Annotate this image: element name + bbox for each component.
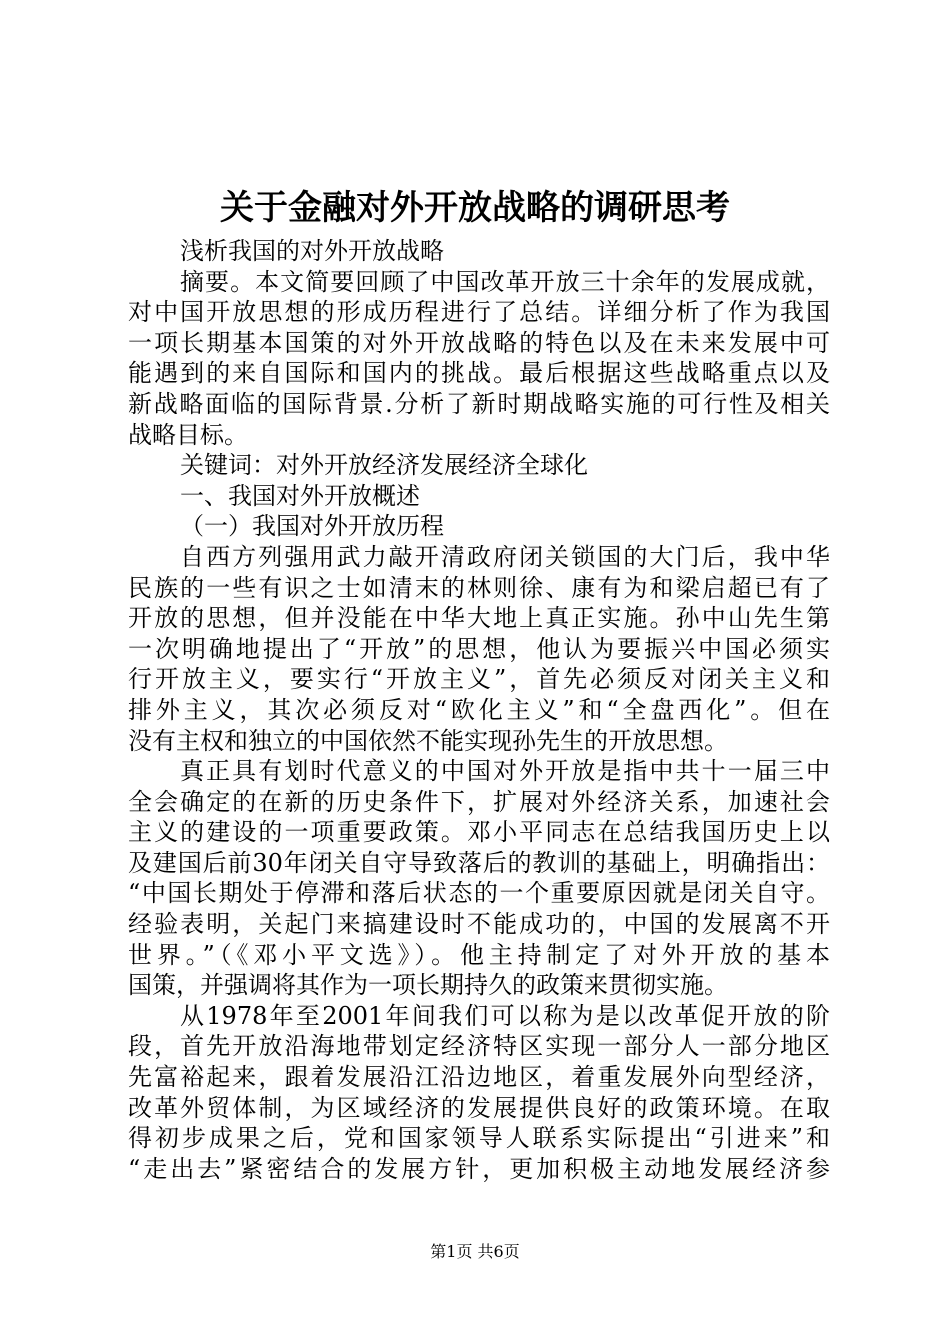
- paragraph: [128, 756, 830, 1001]
- text-line: 新战略面临的国际背景.分析了新时期战略实施的可行性及相关: [128, 389, 830, 418]
- text-line: 自西方列强用武力敲开清政府闭关锁国的大门后，我中华: [180, 542, 830, 571]
- text-line: 先富裕起来，跟着发展沿江沿边地区，着重发展外向型经济，: [128, 1063, 830, 1092]
- paragraph: [128, 511, 830, 542]
- text-line: 段，首先开放沿海地带划定经济特区实现一部分人一部分地区: [128, 1032, 830, 1061]
- text-line: 世界。”（《邓小平文选》）。他主持制定了对外开放的基本: [128, 940, 830, 969]
- text-line: 能遇到的来自国际和国内的挑战。最后根据这些战略重点以及: [128, 359, 830, 388]
- paragraph: [128, 450, 830, 481]
- text-line: “中国长期处于停滞和落后状态的一个重要原因就是闭关自守。: [128, 879, 830, 908]
- text-line: 行开放主义，要实行“开放主义”，首先必须反对闭关主义和: [128, 665, 830, 694]
- text-line: 一次明确地提出了“开放”的思想，他认为要振兴中国必须实: [128, 634, 830, 663]
- text-line: 一项长期基本国策的对外开放战略的特色以及在未来发展中可: [128, 328, 830, 357]
- text-line: 开放的思想，但并没能在中华大地上真正实施。孙中山先生第: [128, 604, 830, 633]
- text-line: 战略目标。: [128, 420, 248, 449]
- document-body: [128, 236, 830, 1184]
- text-line: 从1978年至2001年间我们可以称为是以改革促开放的阶: [180, 1001, 830, 1030]
- text-line: 改革外贸体制，为区域经济的发展提供良好的政策环境。在取: [128, 1093, 830, 1122]
- paragraph: [128, 267, 830, 451]
- page-footer: 第1页 共6页: [430, 1242, 520, 1261]
- paragraph: [128, 236, 830, 267]
- text-line: 主义的建设的一项重要政策。邓小平同志在总结我国历史上以: [128, 818, 830, 847]
- text-line: 关键词：对外开放经济发展经济全球化: [180, 451, 588, 480]
- text-line: 得初步成果之后，党和国家领导人联系实际提出“引进来”和: [128, 1124, 830, 1153]
- text-line: 一、我国对外开放概述: [180, 481, 420, 510]
- text-line: 经验表明，关起门来搞建设时不能成功的，中国的发展离不开: [128, 910, 830, 939]
- paragraph: [128, 1001, 830, 1185]
- text-line: 全会确定的在新的历史条件下，扩展对外经济关系，加速社会: [128, 787, 830, 816]
- paragraph: [128, 481, 830, 512]
- document-title: 关于金融对外开放战略的调研思考: [220, 188, 730, 228]
- text-line: 排外主义，其次必须反对“欧化主义”和“全盘西化”。但在: [128, 695, 830, 724]
- text-line: （一）我国对外开放历程: [180, 512, 444, 541]
- text-line: 真正具有划时代意义的中国对外开放是指中共十一届三中: [180, 757, 830, 786]
- paragraph: [128, 542, 830, 756]
- text-line: 浅析我国的对外开放战略: [180, 237, 444, 265]
- text-line: 对中国开放思想的形成历程进行了总结。详细分析了作为我国: [128, 298, 830, 327]
- text-line: 没有主权和独立的中国依然不能实现孙先生的开放思想。: [128, 726, 728, 755]
- text-line: 摘要。本文简要回顾了中国改革开放三十余年的发展成就，: [180, 267, 830, 296]
- text-line: 及建国后前30年闭关自守导致落后的教训的基础上，明确指出：: [128, 848, 830, 877]
- text-line: 国策，并强调将其作为一项长期持久的政策来贯彻实施。: [128, 971, 728, 1000]
- text-line: 民族的一些有识之士如清末的林则徐、康有为和梁启超已有了: [128, 573, 830, 602]
- text-line: “走出去”紧密结合的发展方针，更加积极主动地发展经济参: [128, 1154, 830, 1183]
